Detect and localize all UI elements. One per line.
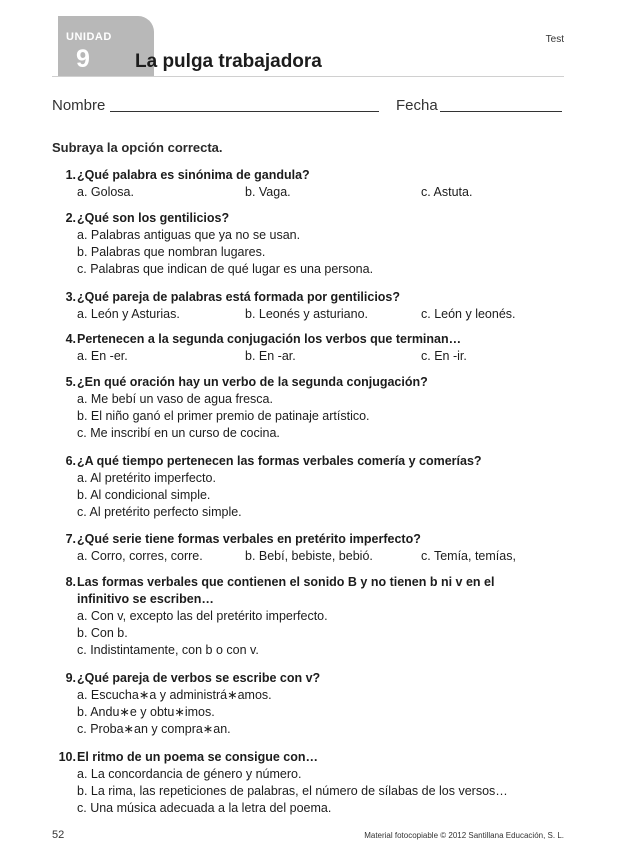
page-number: 52: [52, 829, 65, 841]
question-text: ¿Qué son los gentilicios?: [77, 211, 230, 225]
question-text: ¿En qué oración hay un verbo de la segunda conjugación?: [77, 375, 428, 389]
question-number: 6.: [65, 454, 76, 468]
question-text: Las formas verbales que contienen el sonido B y no tienen b ni v en el infinitivo se escriben…: [77, 575, 495, 606]
header-divider: [52, 76, 564, 77]
option-c[interactable]: c. Palabras que indican de qué lugar es una persona.: [77, 262, 374, 276]
question-text: ¿Qué palabra es sinónima de gandula?: [77, 168, 310, 182]
unit-label: UNIDAD: [66, 31, 112, 43]
option-b[interactable]: b. Vaga.: [245, 185, 291, 199]
question-text: ¿Qué pareja de verbos se escribe con v?: [77, 671, 321, 685]
question-number: 5.: [65, 375, 76, 389]
question-10: [52, 749, 572, 817]
option-c[interactable]: c. Me inscribí en un curso de cocina.: [77, 426, 280, 440]
question-number: 4.: [65, 332, 76, 346]
option-a[interactable]: a. León y Asturias.: [77, 307, 180, 321]
page-title: La pulga trabajadora: [135, 51, 322, 72]
option-a[interactable]: a. Golosa.: [77, 185, 134, 199]
question-8: [52, 574, 572, 659]
option-c[interactable]: c. Astuta.: [421, 185, 473, 199]
option-b[interactable]: b. El niño ganó el primer premio de patinaje artístico.: [77, 409, 370, 423]
question-text: ¿Qué serie tiene formas verbales en pretérito imperfecto?: [77, 532, 421, 546]
option-b[interactable]: b. Bebí, bebiste, bebió.: [245, 549, 373, 563]
option-a[interactable]: a. Escucha∗a y administrá∗amos.: [77, 688, 272, 702]
question-number: 3.: [65, 290, 76, 304]
option-b[interactable]: b. Al condicional simple.: [77, 488, 211, 502]
name-field[interactable]: [110, 111, 379, 112]
copyright-notice: Material fotocopiable © 2012 Santillana Educación, S. L.: [364, 831, 564, 840]
option-a[interactable]: a. Con v, excepto las del pretérito imperfecto.: [77, 609, 328, 623]
question-number: 8.: [65, 575, 76, 589]
question-9: [52, 670, 572, 738]
option-c[interactable]: c. Temía, temías,: [421, 549, 516, 563]
question-3: [52, 289, 572, 323]
question-7: [52, 531, 572, 565]
option-c[interactable]: c. Una música adecuada a la letra del poema.: [77, 801, 332, 815]
option-a[interactable]: a. Me bebí un vaso de agua fresca.: [77, 392, 273, 406]
question-number: 2.: [65, 211, 76, 225]
question-number: 1.: [65, 168, 76, 182]
option-b[interactable]: b. En -ar.: [245, 349, 296, 363]
question-text: ¿A qué tiempo pertenecen las formas verbales comería y comerías?: [77, 454, 482, 468]
question-6: [52, 453, 572, 521]
option-c[interactable]: c. León y leonés.: [421, 307, 516, 321]
option-a[interactable]: a. Corro, corres, corre.: [77, 549, 203, 563]
question-4: [52, 331, 572, 365]
question-number: 10.: [58, 750, 76, 764]
date-field[interactable]: [440, 111, 562, 112]
question-5: [52, 374, 572, 442]
test-label: Test: [545, 34, 564, 45]
option-c[interactable]: c. Indistintamente, con b o con v.: [77, 643, 259, 657]
option-b[interactable]: b. Palabras que nombran lugares.: [77, 245, 266, 259]
option-a[interactable]: a. En -er.: [77, 349, 128, 363]
question-text: Pertenecen a la segunda conjugación los verbos que terminan…: [77, 332, 462, 346]
name-label: Nombre: [52, 97, 106, 114]
question-text: ¿Qué pareja de palabras está formada por gentilicios?: [77, 290, 401, 304]
option-c[interactable]: c. Proba∗an y compra∗an.: [77, 722, 231, 736]
unit-number: 9: [76, 45, 90, 73]
option-b[interactable]: b. Andu∗e y obtu∗imos.: [77, 705, 215, 719]
option-c[interactable]: c. En -ir.: [421, 349, 467, 363]
option-a[interactable]: a. Al pretérito imperfecto.: [77, 471, 216, 485]
question-2: [52, 210, 572, 278]
date-label: Fecha: [396, 97, 438, 114]
option-b[interactable]: b. Leonés y asturiano.: [245, 307, 368, 321]
option-a[interactable]: a. Palabras antiguas que ya no se usan.: [77, 228, 301, 242]
question-text: El ritmo de un poema se consigue con…: [77, 750, 319, 764]
question-number: 7.: [65, 532, 76, 546]
instruction: Subraya la opción correcta.: [52, 140, 223, 155]
question-number: 9.: [65, 671, 76, 685]
question-1: [52, 167, 572, 201]
option-b[interactable]: b. La rima, las repeticiones de palabras, el número de sílabas de los versos…: [77, 784, 508, 798]
option-c[interactable]: c. Al pretérito perfecto simple.: [77, 505, 242, 519]
option-b[interactable]: b. Con b.: [77, 626, 128, 640]
option-a[interactable]: a. La concordancia de género y número.: [77, 767, 302, 781]
